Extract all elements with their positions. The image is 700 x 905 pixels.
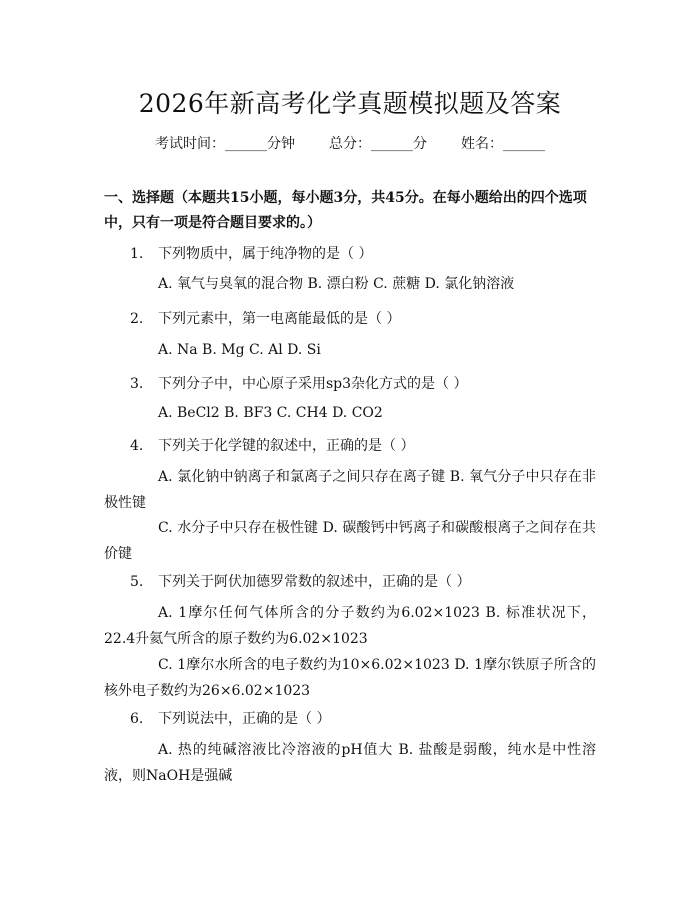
question-text: 下列物质中，属于纯净物的是（ ） (158, 246, 373, 262)
exam-meta-line (0, 133, 700, 153)
page-title: 2026年新高考化学真题模拟题及答案 (138, 89, 562, 118)
question-number: 6. (130, 711, 144, 727)
question-number: 4. (130, 438, 144, 454)
question-text: 下列关于阿伏加德罗常数的叙述中，正确的是（ ） (158, 574, 471, 590)
question-2 (130, 309, 600, 329)
question-6 (130, 709, 600, 729)
question-number: 5. (130, 574, 144, 590)
section-heading: 一、选择题（本题共15小题，每小题3分，共45分。在每小题给出的四个选项中，只有一项是符合题目要求的。） (104, 190, 587, 231)
question-text: 下列说法中，正确的是（ ） (158, 711, 331, 727)
question-5 (130, 572, 600, 592)
question-4-option-ab: A. 氯化钠中钠离子和氯离子之间只存在离子键 B. 氧气分子中只存在非极性键 (104, 469, 596, 511)
student-name-field: 姓名：______ (461, 136, 545, 152)
question-6-option-ab: A. 热的纯碱溶液比冷溶液的pH值大 B. 盐酸是弱酸，纯水是中性溶液，则NaOH是强碱 (104, 742, 596, 784)
question-1 (130, 244, 600, 264)
question-text: 下列关于化学键的叙述中，正确的是（ ） (158, 438, 415, 454)
question-4 (130, 436, 600, 456)
total-score-field: 总分：______分 (329, 136, 427, 152)
question-number: 3. (130, 376, 144, 392)
question-number: 1. (130, 246, 144, 262)
question-4-option-cd: C. 水分子中只存在极性键 D. 碳酸钙中钙离子和碳酸根离子之间存在共价键 (104, 520, 596, 562)
question-text: 下列元素中，第一电离能最低的是（ ） (158, 311, 401, 327)
question-3 (130, 374, 600, 394)
question-number: 2. (130, 311, 144, 327)
exam-time-field: 考试时间：______分钟 (155, 136, 295, 152)
question-5-option-cd: C. 1摩尔水所含的电子数约为10×6.02×1023 D. 1摩尔铁原子所含的核外电子数约为26×6.02×1023 (104, 657, 596, 699)
question-2-options: A. Na B. Mg C. Al D. Si (158, 342, 321, 358)
question-1-options: A. 氧气与臭氧的混合物 B. 漂白粉 C. 蔗糖 D. 氯化钠溶液 (158, 276, 515, 292)
question-3-options: A. BeCl2 B. BF3 C. CH4 D. CO2 (158, 405, 383, 421)
question-5-option-ab: A. 1摩尔任何气体所含的分子数约为6.02×1023 B. 标准状况下，22.4升氦气所含的原子数约为6.02×1023 (104, 605, 596, 647)
question-text: 下列分子中，中心原子采用sp3杂化方式的是（ ） (158, 376, 468, 392)
